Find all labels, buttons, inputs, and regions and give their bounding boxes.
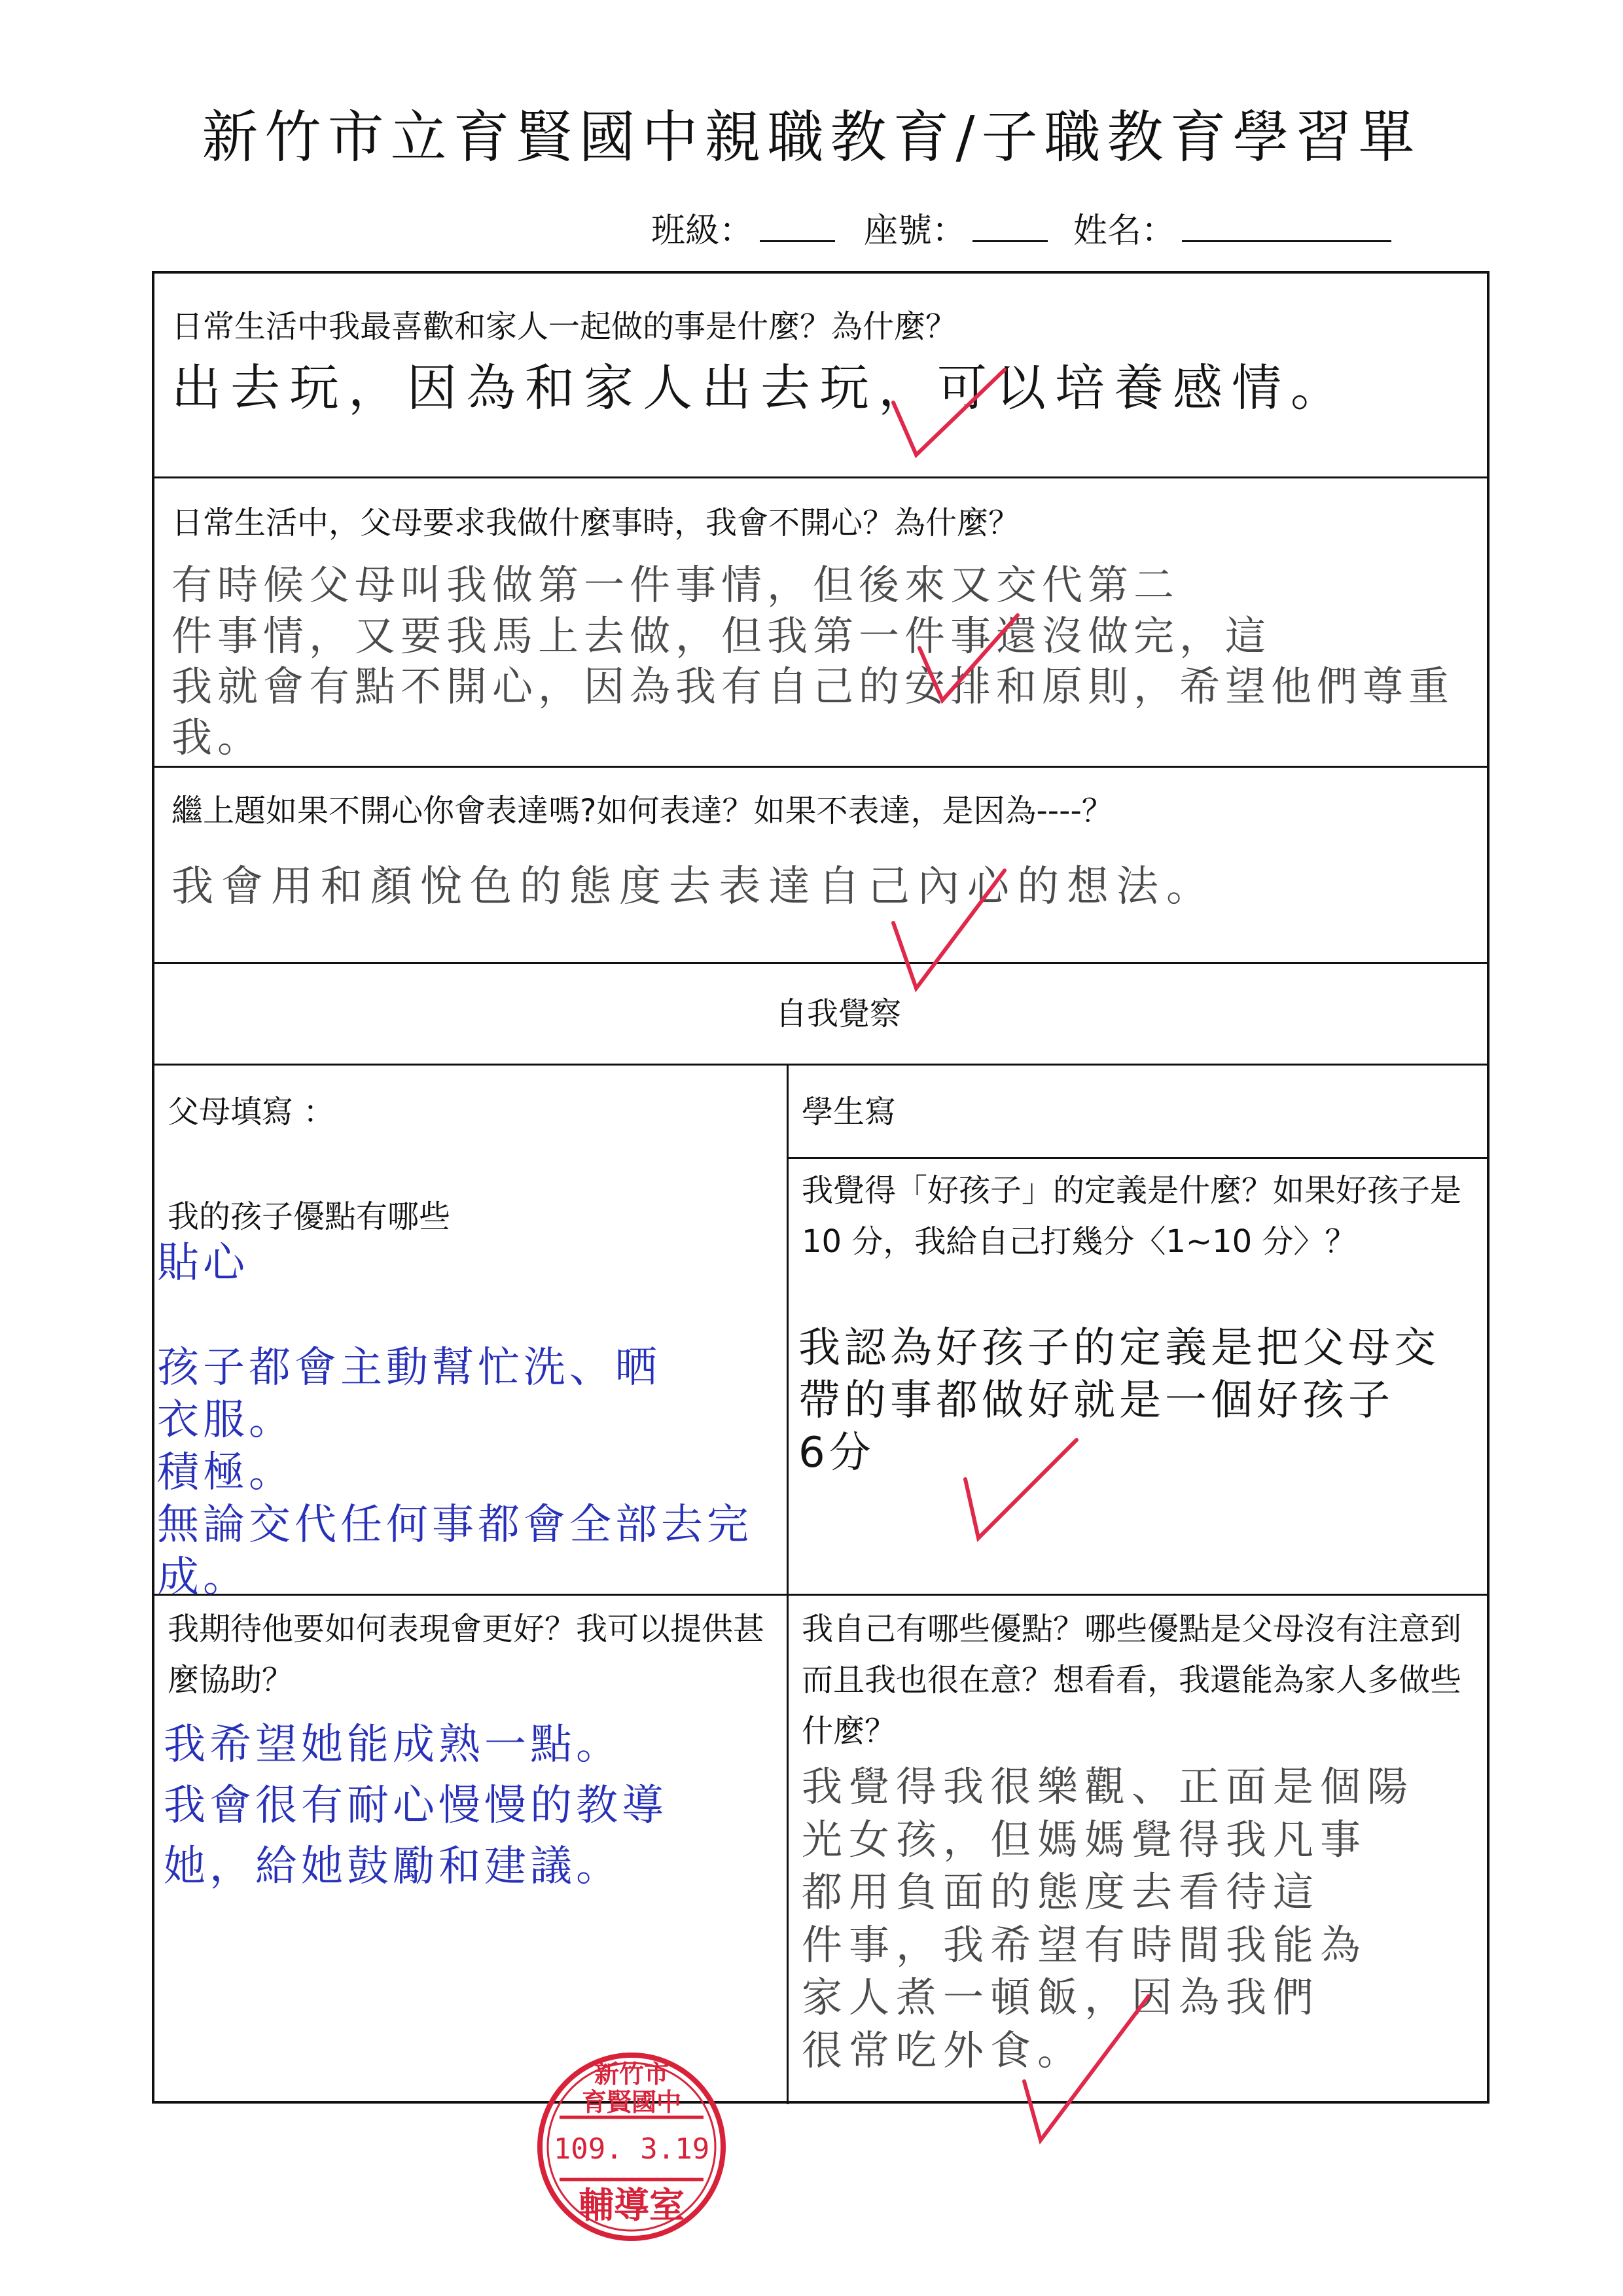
stamp-line3: 輔導室 xyxy=(579,2184,685,2226)
stamp-date: 109. 3.19 xyxy=(553,2132,710,2166)
q2-answer: 有時候父母叫我做第一件事情，但後來又交代第二 件事情，又要我馬上去做，但我第一件事還沒做完，這 我就會有點不開心，因為我有自己的安排和原則，希望他們尊重我。 xyxy=(171,561,1455,761)
seat-field[interactable] xyxy=(864,203,1048,252)
student-q1-question: 我覺得「好孩子」的定義是什麼？如果好孩子是 10 分，我給自己打幾分〈1~10 分〉？ xyxy=(802,1172,1462,1260)
student-q2-question: 我自己有哪些優點？哪些優點是父母沒有注意到而且我也很在意？想看看，我還能為家人多做些什麼？ xyxy=(802,1611,1462,1749)
class-field[interactable] xyxy=(651,203,835,252)
q2-check-icon xyxy=(916,609,1021,707)
divider-q1 xyxy=(152,476,1489,478)
parent-column-header: 父母填寫 ： xyxy=(168,1094,335,1130)
seat-label: 座號： xyxy=(864,211,967,251)
parent-q2-question: 我期待他要如何表現會更好？我可以提供甚麼協助？ xyxy=(168,1611,765,1698)
name-label: 姓名： xyxy=(1073,211,1176,251)
parent-q1-answer: 貼心 孩子都會主動幫忙洗、晒 衣服。 積極。 無論交代任何事都會全部去完成。 xyxy=(157,1239,753,1602)
seat-blank[interactable] xyxy=(972,206,1048,242)
student-q2-check-icon xyxy=(1021,1990,1152,2147)
student-q1-check-icon xyxy=(962,1427,1080,1545)
student-column-header: 學生寫 xyxy=(802,1094,897,1130)
q3-question: 繼上題如果不開心你會表達嗎?如何表達？如果不表達，是因為----？ xyxy=(171,793,1113,829)
parent-q2-answer: 我希望她能成熟一點。 我會很有耐心慢慢的教導 她，給她鼓勵和建議。 xyxy=(164,1721,668,1891)
parent-q1-question: 我的孩子優點有哪些 xyxy=(168,1198,451,1235)
class-blank[interactable] xyxy=(760,206,835,242)
column-divider xyxy=(787,1064,789,2104)
q1-check-icon xyxy=(890,363,1008,461)
divider-q3 xyxy=(152,962,1489,964)
self-awareness-heading: 自我覺察 xyxy=(776,996,902,1032)
q3-check-icon xyxy=(890,864,1008,995)
counseling-office-stamp xyxy=(533,2049,730,2245)
stamp-line1: 新竹市 xyxy=(594,2059,669,2089)
q3-answer: 我會用和顏悅色的態度去表達自己內心的想法。 xyxy=(171,863,1216,911)
divider-self-awareness xyxy=(152,1064,1489,1066)
page-title: 新竹市立育賢國中親職教育/子職教育學習單 xyxy=(202,105,1421,170)
stamp-line2: 育賢國中 xyxy=(581,2087,682,2117)
q1-question: 日常生活中我最喜歡和家人一起做的事是什麼？為什麼？ xyxy=(171,308,957,345)
student-q1-answer: 我認為好孩子的定義是把父母交 帶的事都做好就是一個好孩子 6分 xyxy=(798,1324,1440,1477)
student-q2-answer: 我覺得我很樂觀、正面是個陽 光女孩，但媽媽覺得我凡事 都用負面的態度去看待這 件事，我希望有時間我能為 家人煮一頓飯，因為我們 很常吃外食。 xyxy=(802,1763,1415,2074)
q2-question: 日常生活中，父母要求我做什麼事時，我會不開心？為什麼？ xyxy=(171,505,1020,541)
divider-student-header xyxy=(787,1157,1489,1159)
divider-q2 xyxy=(152,766,1489,768)
q1-answer: 出去玩，因為和家人出去玩，可以培養感情。 xyxy=(171,359,1349,417)
class-label: 班級： xyxy=(651,211,754,251)
name-field[interactable] xyxy=(1073,203,1391,252)
name-blank[interactable] xyxy=(1182,206,1391,242)
